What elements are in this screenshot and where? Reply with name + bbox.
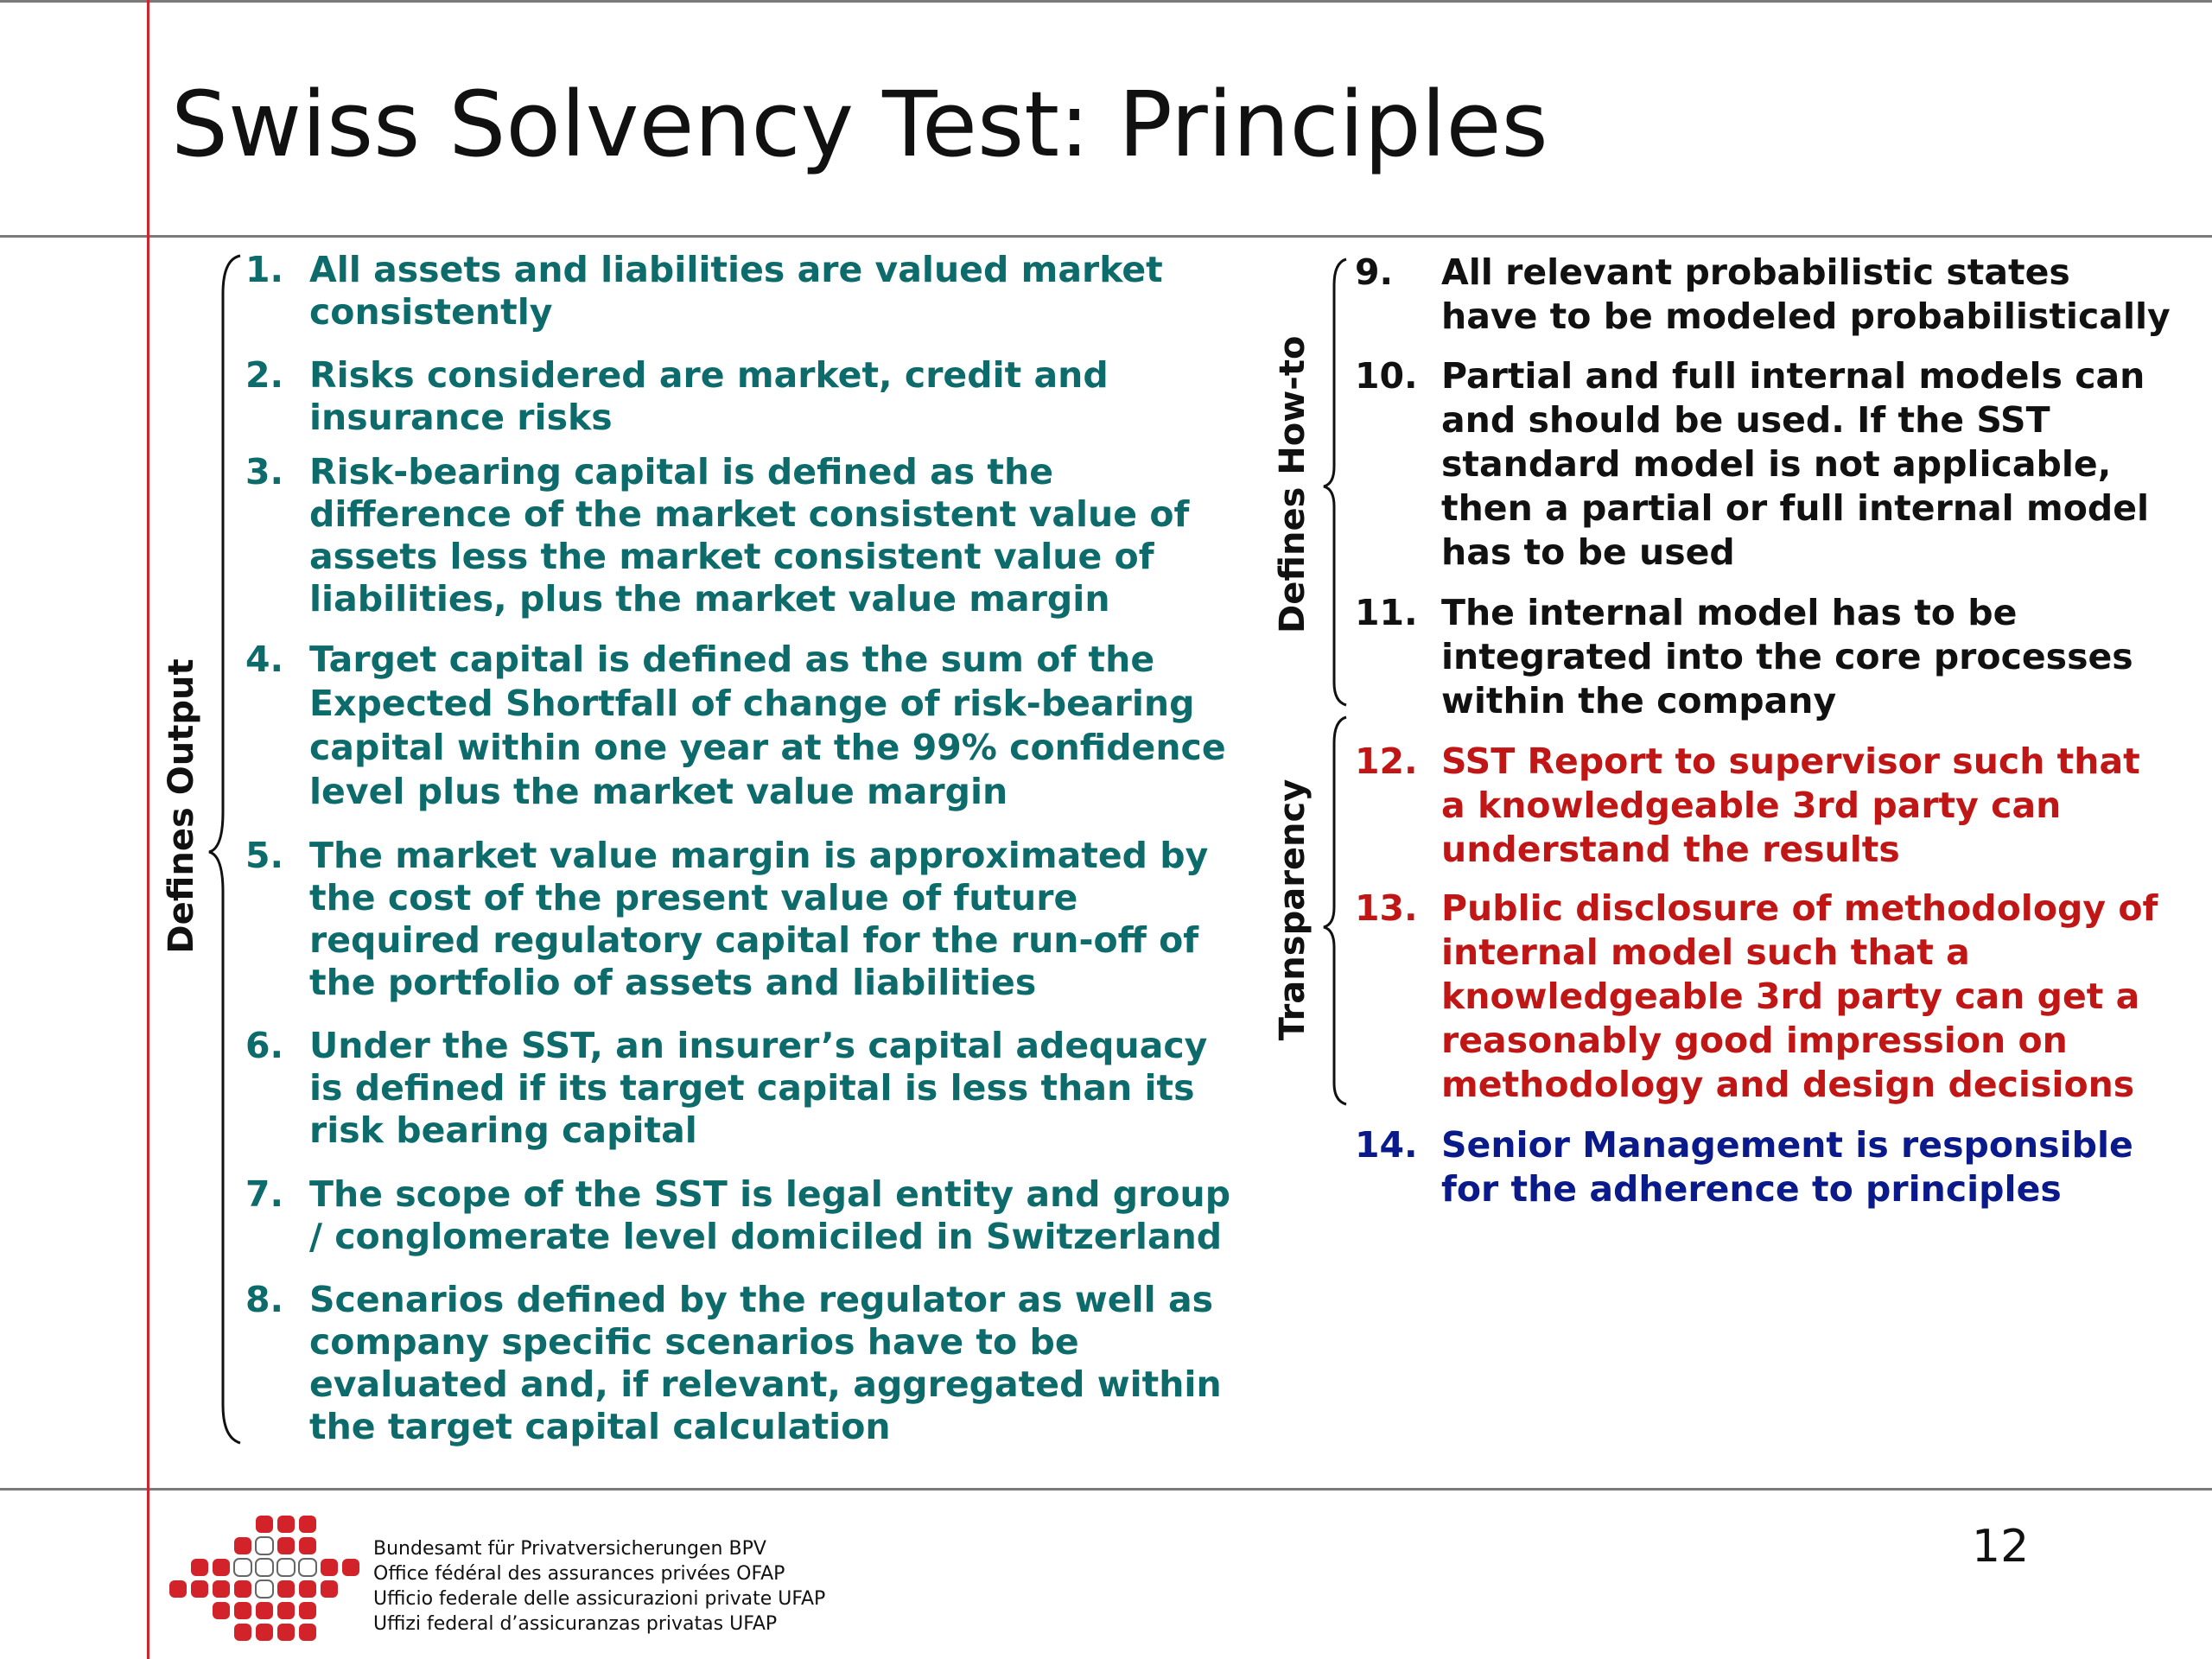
logo-dot	[234, 1602, 251, 1619]
principle-text-line: is defined if its target capital is less than its	[309, 1067, 1195, 1109]
logo-dot	[213, 1559, 230, 1576]
org-line: Ufficio federale delle assicurazioni private UFAP	[373, 1588, 826, 1610]
logo-dot	[234, 1537, 251, 1554]
logo-dot	[299, 1537, 316, 1554]
logo-dot	[277, 1537, 295, 1554]
principle-text-line: capital within one year at the 99% confidence	[309, 727, 1226, 768]
principle-text-line: Expected Shortfall of change of risk-bearing	[309, 683, 1195, 724]
principle-text-line: have to be modeled probabilistically	[1441, 296, 2171, 337]
logo-dot	[299, 1624, 316, 1641]
principle-text-line: then a partial or full internal model	[1441, 487, 2150, 529]
logo-dot	[277, 1516, 295, 1533]
transparency-brace	[1324, 717, 1346, 1104]
principle-number: 5.	[245, 835, 284, 876]
principle-text-line: within the company	[1441, 680, 1837, 721]
principle-number: 14.	[1355, 1124, 1418, 1166]
logo-dot	[342, 1559, 359, 1576]
principle-number: 10.	[1355, 355, 1418, 397]
principle-text-line: understand the results	[1441, 829, 1900, 870]
principle-text-line: Partial and full internal models can	[1441, 355, 2145, 397]
label-transparency: Transparency	[1273, 779, 1313, 1041]
principle-text-line: The internal model has to be	[1441, 592, 2018, 633]
logo-dot	[191, 1580, 208, 1598]
footer-org-name	[373, 1536, 825, 1637]
principle-text-line: the cost of the present value of future	[309, 877, 1078, 918]
principle-text-line: All assets and liabilities are valued market	[309, 249, 1163, 290]
principle-text-line: Senior Management is responsible	[1441, 1124, 2133, 1166]
principle-text-line: The scope of the SST is legal entity and group	[309, 1173, 1231, 1215]
principle-number: 12.	[1355, 741, 1418, 782]
principle-text-line: The market value margin is approximated by	[309, 835, 1209, 876]
principle-text-line: All relevant probabilistic states	[1441, 251, 2070, 293]
principle-text-line: Scenarios defined by the regulator as well as	[309, 1279, 1214, 1320]
principle-text-line: integrated into the core processes	[1441, 636, 2133, 677]
principle-text-line: a knowledgeable 3rd party can	[1441, 785, 2062, 826]
logo-dot	[299, 1559, 316, 1576]
principle-text-line: risk bearing capital	[309, 1109, 697, 1151]
logo-dot	[299, 1580, 316, 1598]
principle-text-line: Under the SST, an insurer’s capital adequacy	[309, 1025, 1208, 1066]
principle-text-line: / conglomerate level domiciled in Switzerland	[309, 1216, 1223, 1257]
principle-number: 6.	[245, 1025, 284, 1066]
logo-dot	[277, 1602, 295, 1619]
principle-number: 1.	[245, 249, 284, 290]
principle-text-line: liabilities, plus the market value margin	[309, 578, 1110, 620]
logo-dot	[256, 1602, 273, 1619]
principle-text-line: insurance risks	[309, 397, 613, 438]
principle-text-line: Target capital is defined as the sum of the	[309, 639, 1155, 680]
principle-text-line: the portfolio of assets and liabilities	[309, 962, 1037, 1003]
logo-dot	[277, 1559, 295, 1576]
principle-text-line: company specific scenarios have to be	[309, 1321, 1079, 1363]
principle-text-line: for the adherence to principles	[1441, 1168, 2062, 1210]
principle-number: 2.	[245, 354, 284, 396]
principle-text-line: required regulatory capital for the run-off of	[309, 919, 1199, 961]
logo-dot	[277, 1624, 295, 1641]
principle-text-line: evaluated and, if relevant, aggregated within	[309, 1363, 1222, 1405]
principle-number: 8.	[245, 1279, 284, 1320]
logo-dot	[321, 1559, 338, 1576]
logo-dot	[234, 1580, 251, 1598]
logo-dot	[299, 1516, 316, 1533]
label-defines-howto: Defines How-to	[1273, 335, 1313, 633]
logo-dot	[277, 1580, 295, 1598]
logo-dot	[321, 1580, 338, 1598]
logo-dot	[169, 1580, 187, 1598]
principle-text-line: internal model such that a	[1441, 931, 1970, 973]
logo-dot	[256, 1624, 273, 1641]
principle-number: 11.	[1355, 592, 1418, 633]
principle-text-line: and should be used. If the SST	[1441, 399, 2050, 441]
principle-text-line: assets less the market consistent value of	[309, 536, 1154, 577]
logo-dot	[213, 1602, 230, 1619]
logo-dot	[234, 1559, 251, 1576]
page-title: Swiss Solvency Test: Principles	[171, 72, 1548, 177]
logo-dot	[213, 1580, 230, 1598]
org-line: Bundesamt für Privatversicherungen BPV	[373, 1538, 766, 1560]
principle-text-line: the target capital calculation	[309, 1406, 891, 1447]
principle-number: 3.	[245, 451, 284, 493]
defines-howto-brace	[1324, 259, 1346, 705]
principle-text-line: has to be used	[1441, 531, 1735, 573]
principle-text-line: consistently	[309, 291, 553, 333]
principle-text-line: reasonably good impression on	[1441, 1020, 2068, 1061]
defines-output-brace	[209, 256, 240, 1443]
logo-dot	[256, 1516, 273, 1533]
principle-number: 7.	[245, 1173, 284, 1215]
principle-text-line: Public disclosure of methodology of	[1441, 887, 2158, 929]
logo-dot	[234, 1624, 251, 1641]
principle-text-line: level plus the market value margin	[309, 771, 1008, 812]
principle-number: 4.	[245, 639, 284, 680]
logo-dot	[256, 1537, 273, 1554]
org-line: Office fédéral des assurances privées OFAP	[373, 1563, 785, 1585]
logo-dot	[191, 1559, 208, 1576]
bpv-logo-icon	[164, 1512, 363, 1642]
principle-number: 9.	[1355, 251, 1394, 293]
principle-text-line: SST Report to supervisor such that	[1441, 741, 2140, 782]
logo-dot	[256, 1580, 273, 1598]
principle-text-line: standard model is not applicable,	[1441, 443, 2112, 485]
logo-dot	[299, 1602, 316, 1619]
principle-text-line: methodology and design decisions	[1441, 1064, 2135, 1105]
principle-text-line: Risks considered are market, credit and	[309, 354, 1109, 396]
principle-text-line: knowledgeable 3rd party can get a	[1441, 976, 2140, 1017]
principle-text-line: difference of the market consistent value of	[309, 493, 1190, 535]
logo-dot	[256, 1559, 273, 1576]
org-line: Uffizi federal d’assicuranzas privatas UFAP	[373, 1613, 778, 1635]
principle-number: 13.	[1355, 887, 1418, 929]
page-number: 12	[1972, 1521, 2030, 1573]
label-defines-output: Defines Output	[162, 658, 201, 954]
principle-text-line: Risk-bearing capital is defined as the	[309, 451, 1054, 493]
